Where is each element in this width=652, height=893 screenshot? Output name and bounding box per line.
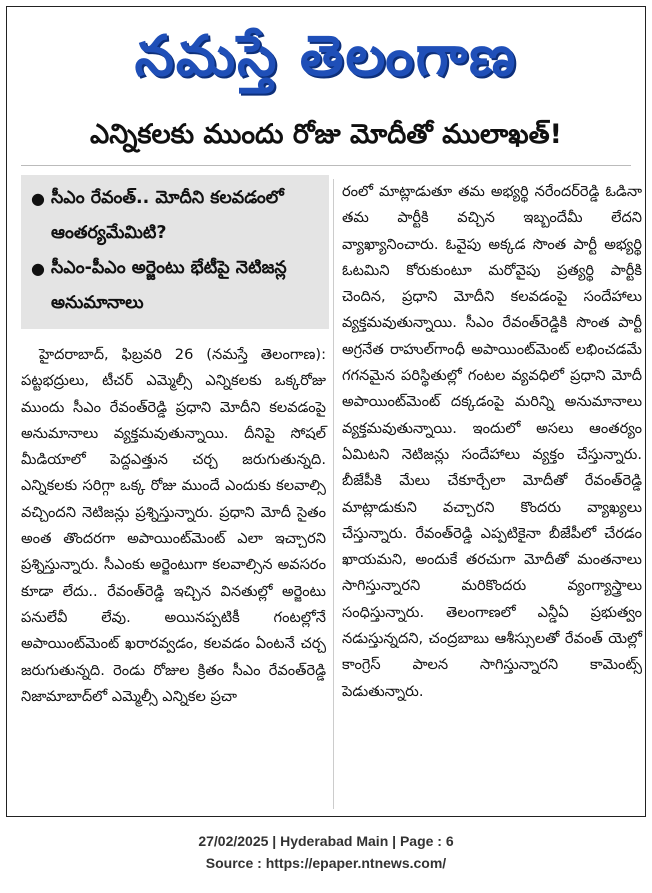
column-divider	[333, 179, 334, 809]
highlight-item	[31, 251, 319, 321]
newspaper-masthead: నమస్తే తెలంగాణ	[134, 23, 518, 89]
bullet-icon: ●	[31, 189, 45, 208]
bullet-icon: ●	[31, 259, 45, 278]
article-column-left	[21, 342, 326, 710]
article-paragraph: రంలో మాట్లాడుతూ తమ అభ్యర్థి నరేందర్‌రెడ్డి ఓడినా తమ పార్టీకి వచ్చిన ఇబ్బందేమీ లేదని వ్యాఖ్యానించారు. ఓవైపు అక్కడ సొంత పార్టీ అభ్యర్థి ఓటమిని కోరుకుంటూ మరోవైపు ప్రత్యర్థి పార్టీకి చెందిన, ప్రధాని మోదీని కలవడంపై సందేహాలు వ్యక్తమవుతున్నాయి. సీఎం రేవంత్‌రెడ్డికి సొంత పార్టీ అగ్రనేత రాహుల్‌గాంధీ అపాయింట్‌మెంట్ లభించడమే గగనమైన పరిస్థితుల్లో గంటల వ్యవధిలో ప్రధాని మోదీ అపాయింట్‌మెంట్ దక్కడంపై మరిన్ని అనుమానాలు వ్యక్తమవుతున్నాయి. ఇందులో అసలు ఆంతర్యం ఏమిటని నెటిజన్లు సందేహాలు వ్యక్తం చేస్తున్నారు. బీజేపీకి మేలు చేకూర్చేలా మోదీతో రేవంత్‌రెడ్డి మాట్లాడుకుని వచ్చారని కొందరు వ్యాఖ్యలు చేస్తున్నారు. రేవంత్‌రెడ్డి ఎప్పటికైనా బీజేపీలో చేరడం ఖాయమని, అందుకే తరచుగా మోదీతో మంతనాలు సాగిస్తున్నారని మరికొందరు వ్యంగ్యాస్త్రాలు సంధిస్తున్నారు. తెలంగాణలో ఎన్డీఏ ప్రభుత్వం నడుస్తున్నదని, చంద్రబాబు ఆశీస్సులతో రేవంత్ యెల్లో కాంగ్రెస్ పాలన సాగిస్తున్నారని కామెంట్స్ పెడుతున్నారు.	[342, 183, 642, 700]
highlights-box	[21, 175, 329, 329]
source-link[interactable]: Source : https://epaper.ntnews.com/	[205, 855, 447, 871]
headline-divider	[21, 165, 631, 166]
highlight-text: సీఎం-పీఎం అర్జెంటు భేటీపై నెటిజన్ల అనుమానాలు	[51, 258, 287, 313]
article-column-right	[342, 179, 642, 705]
edition-info: 27/02/2025 | Hyderabad Main | Page : 6	[198, 833, 454, 849]
highlight-text: సీఎం రేవంత్.. మోదీని కలవడంలో ఆంతర్యమేమిటి?	[51, 188, 284, 243]
article-headline: ఎన్నికలకు ముందు రోజు మోదీతో ములాఖత్!	[90, 119, 562, 150]
article-paragraph: హైదరాబాద్, ఫిబ్రవరి 26 (నమస్తే తెలంగాణ): పట్టభద్రులు, టీచర్ ఎమ్మెల్సీ ఎన్నికలకు ఒక్కరోజు ముందు సీఎం రేవంత్‌రెడ్డి ప్రధాని మోదీని కలవడంపై అనుమానాలు వ్యక్తమవుతున్నాయి. దీనిపై సోషల్ మీడియాలో పెద్దఎత్తున చర్చ జరుగుతున్నది. ఎన్నికలకు సరిగ్గా ఒక్క రోజు ముందే ఎందుకు కలవాల్సి వచ్చిందని నెటిజన్లు ప్రశ్నిస్తున్నారు. ప్రధాని మోదీ సైతం అంత తొందరగా అపాయింట్‌మెంట్ ఎలా ఇచ్చారని ప్రశ్నిస్తున్నారు. సీఎంకు అర్జెంటుగా కలవాల్సిన అవసరం కూడా లేదు.. రేవంత్‌రెడ్డి ఇచ్చిన వినతుల్లో అర్జెంటు పనులేవీ లేవు. అయినప్పటికీ గంటల్లోనే అపాయింట్‌మెంట్ ఖరారవ్వడం, కలవడం ఏంటనే చర్చ జరుగుతున్నది. రెండు రోజుల క్రితం సీఎం రేవంత్‌రెడ్డి నిజామాబాద్‌లో ఎమ్మెల్సీ ఎన్నికల ప్రచా	[21, 346, 326, 705]
clipping-frame	[6, 6, 646, 817]
clipping-footer	[0, 830, 652, 874]
highlight-item	[31, 181, 319, 251]
